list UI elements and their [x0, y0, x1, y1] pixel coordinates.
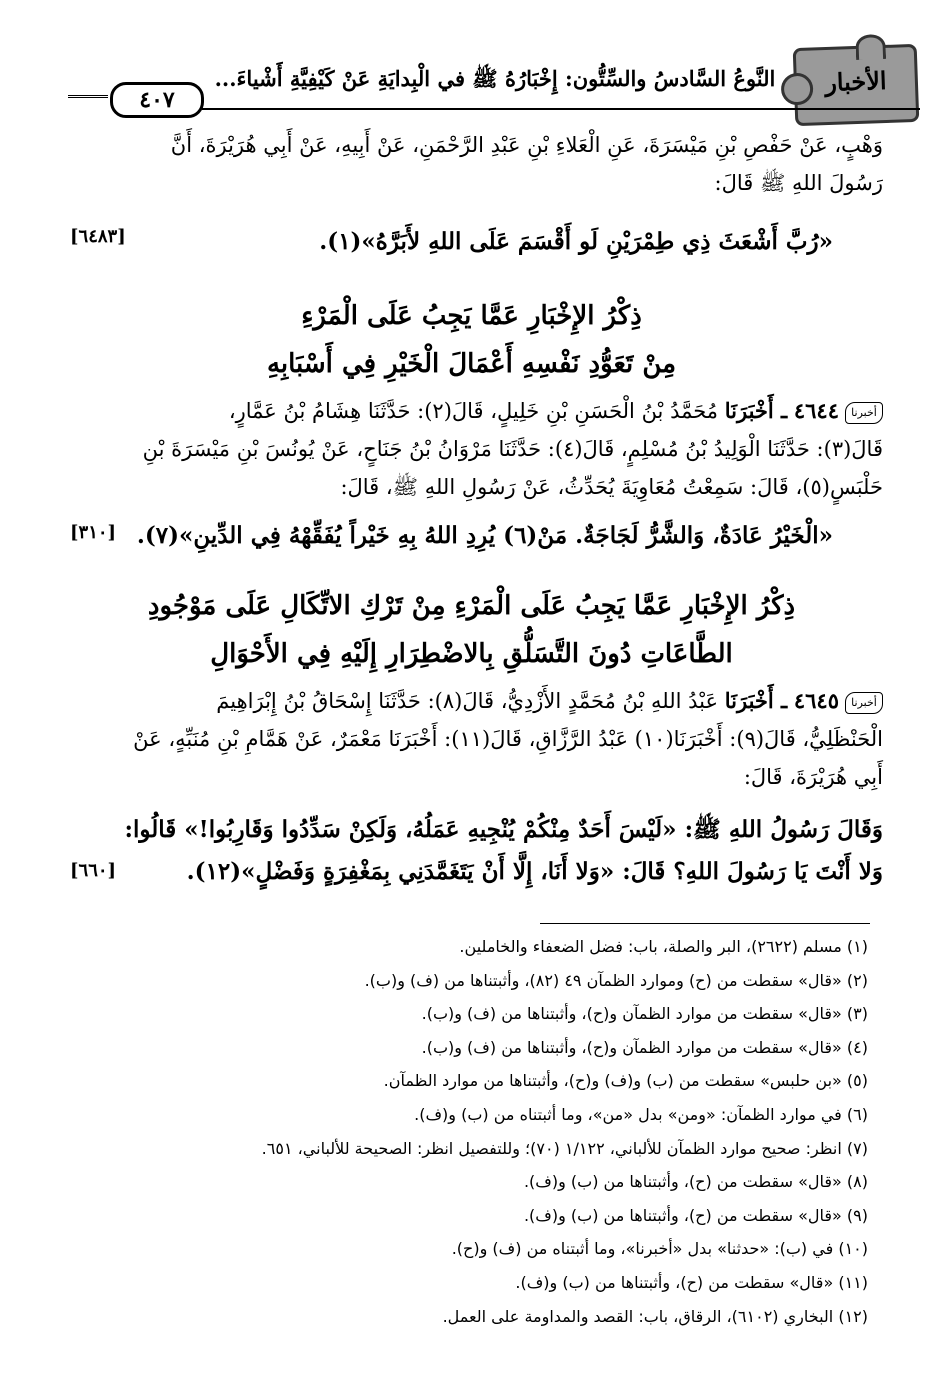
isnad-text: مُحَمَّدُ بْنُ الْحَسَنِ بْنِ خَلِيلٍ، قَالَ(٢): حَدَّثَنَا هِشَامُ بْنُ عَمَّارٍ،	[228, 399, 719, 423]
page-header	[60, 38, 920, 118]
hadith-text: «رُبَّ أَشْعَثَ ذِي طِمْرَيْنِ لَو أَقْسَمَ عَلَى اللهِ لأَبَرَّهُ»(١).	[319, 228, 833, 255]
hadith-text: «الْخَيْرُ عَادَةٌ، وَالشَّرُّ لَجَاجَةٌ. مَنْ(٦) يُرِدِ اللهُ بِهِ خَيْراً يُفَقِّهْهُ فِي الدِّينِ»(٧).	[136, 522, 833, 549]
text-line: أَبِي هُرَيْرَةَ، قَالَ:	[743, 765, 883, 789]
page-number: ٤٠٧	[110, 82, 204, 118]
footnote: (١٢) البخاري (٦١٠٢)، الرقاق، باب: القصد والمداومة على العمل.	[442, 1306, 868, 1326]
hadith-number: ٤٦٤٤	[793, 398, 839, 423]
section-tag: الأخبار	[824, 65, 888, 98]
text-line: قَالَ(٣): حَدَّثَنَا الْوَلِيدُ بْنُ مُسْلِمٍ، قَالَ(٤): حَدَّثَنَا مَرْوَانُ بْنُ جَنَاحٍ، عَنْ يُونُسَ بْنِ مَيْسَرَةَ بْنِ	[142, 437, 883, 461]
paragraph-continuation	[60, 126, 883, 202]
footnote: (٣) «قال» سقطت من موارد الظمآن و(ح)، وأثبتناها من (ف) و(ب).	[421, 1004, 868, 1024]
akhbarana-marker-icon: أخبرنا	[845, 402, 883, 424]
text-line	[60, 392, 883, 430]
text-line: وَلا أَنْتَ يَا رَسُولَ اللهِ؟ قَالَ: «وَلا أَنَا، إِلَّا أَنْ يَتَغَمَّدَنِي بِمَغْفِرَةٍ وَفَضْلٍ»(١٢).	[186, 858, 883, 885]
reference-number: [٣١٠]	[70, 522, 117, 543]
akhbarana-word: ـ أَخْبَرَنَا	[724, 398, 788, 423]
text-line: حَلْبَسٍ(٥)، قَالَ: سَمِعْتُ مُعَاوِيَةَ يُحَدِّثُ، عَنْ رَسُولِ اللهِ ﷺ، قَالَ:	[340, 475, 883, 499]
footnote: (٧) انظر: صحيح موارد الظمآن للألباني، ١/١٢٢ (٧٠)؛ وللتفصيل انظر: الصحيحة للألباني، ٦٥١.	[261, 1138, 868, 1158]
isnad-text: عَبْدُ اللهِ بْنُ مُحَمَّدٍ الأَزْدِيُّ، قَالَ(٨): حَدَّثَنَا إِسْحَاقُ بْنُ إِبْرَاهِيمَ	[216, 689, 719, 713]
text-line	[60, 682, 883, 720]
akhbarana-word: ـ أَخْبَرَنَا	[724, 688, 788, 713]
footnote: (٤) «قال» سقطت من موارد الظمآن و(ح)، وأثبتناها من (ف) و(ب).	[421, 1037, 868, 1057]
footnote: (١) مسلم (٢٦٢٢)، البر والصلة، باب: فضل الضعفاء والخاملين.	[459, 937, 868, 956]
footnotes	[60, 930, 868, 1333]
chapter-line: مِنْ تَعَوُّدِ نَفْسِهِ أَعْمَالَ الْخَيْرِ فِي أَسْبَابِهِ	[266, 349, 677, 379]
text-line: وَهْبٍ، عَنْ حَفْصِ بْنِ مَيْسَرَةَ، عَنِ الْعَلاءِ بْنِ عَبْدِ الرَّحْمَنِ، عَنْ أَبِيهِ، عَنْ أَبِي هُرَيْرَةَ، أَنَّ	[170, 133, 883, 157]
chapter-line: ذِكْرُ الإِخْبَارِ عَمَّا يَجِبُ عَلَى الْمَرْءِ	[301, 301, 642, 331]
hadith-number: ٤٦٤٥	[793, 688, 839, 713]
running-head: النَّوعُ السَّادسُ والسِّتُّون: إِخْبَارُهُ ﷺ في الْبِدايَةِ عَنْ كَيْفِيَّةِ أَشْياءَ...	[214, 66, 776, 91]
footnote: (٨) «قال» سقطت من (ح)، وأثبتناها من (ب) و(ف).	[523, 1172, 868, 1192]
text-line: وَقَالَ رَسُولُ اللهِ ﷺ: «لَيْسَ أَحَدٌ مِنْكُمْ يُنْجِيهِ عَمَلُهُ، وَلَكِنْ سَدِّدُوا وَقَارِبُوا!» قَالُوا:	[124, 816, 883, 843]
footnote: (١١) «قال» سقطت من (ح)، وأثبتناها من (ب) و(ف).	[515, 1272, 868, 1292]
footnote: (٢) «قال» سقطت من (ح) وموارد الظمآن ٤٩ (٨٢)، وأثبتناها من (ف) و(ب).	[364, 970, 868, 990]
hadith-4645	[60, 682, 883, 796]
footnote: (٦) في موارد الظمآن: «ومن» بدل «من»، وما أثبتناه من (ب) و(ف).	[414, 1104, 868, 1124]
text-line: الْحَنْظَلِيُّ، قَالَ(٩): أَخْبَرَنَا(١٠) عَبْدُ الرَّزَّاقِ، قَالَ(١١): أَخْبَرَنَا مَعْمَرٌ، عَنْ هَمَّامِ بْنِ مُنَبِّهٍ، عَنْ	[133, 727, 883, 751]
chapter-line: الطَّاعَاتِ دُونَ التَّسَلُّقِ بِالاضْطِرَارِ إِلَيْهِ فِي الأَحْوَالِ	[210, 639, 733, 669]
reference-number: [٦٤٨٣]	[70, 226, 126, 247]
footnote: (١٠) في (ب): «حدثنا» بدل «أخبرنا»، وما أثبتناه من (ف) و(ح).	[451, 1239, 868, 1259]
header-rule-left	[68, 95, 108, 102]
footnote: (٩) «قال» سقطت من (ح)، وأثبتناها من (ب) و(ف).	[523, 1205, 868, 1225]
chapter-heading	[60, 292, 883, 388]
text-line: رَسُولَ اللهِ ﷺ قَالَ:	[714, 171, 883, 195]
chapter-line: ذِكْرُ الإِخْبَارِ عَمَّا يَجِبُ عَلَى الْمَرْءِ مِنْ تَرْكِ الاتِّكَالِ عَلَى مَوْجُودِ	[147, 591, 796, 621]
footnote-rule	[540, 923, 870, 924]
chapter-heading	[60, 582, 883, 678]
puzzle-piece-icon	[793, 44, 920, 126]
hadith-4644	[60, 392, 883, 506]
footnote: (٥) «بن حلبس» سقطت من (ب) و(ف) و(ح)، وأثبتناها من موارد الظمآن.	[383, 1071, 868, 1091]
reference-number: [٦٦٠]	[70, 860, 117, 881]
hadith-text	[60, 810, 883, 850]
hadith-text	[170, 852, 883, 892]
header-rule	[202, 108, 920, 110]
akhbarana-marker-icon: أخبرنا	[845, 692, 883, 714]
